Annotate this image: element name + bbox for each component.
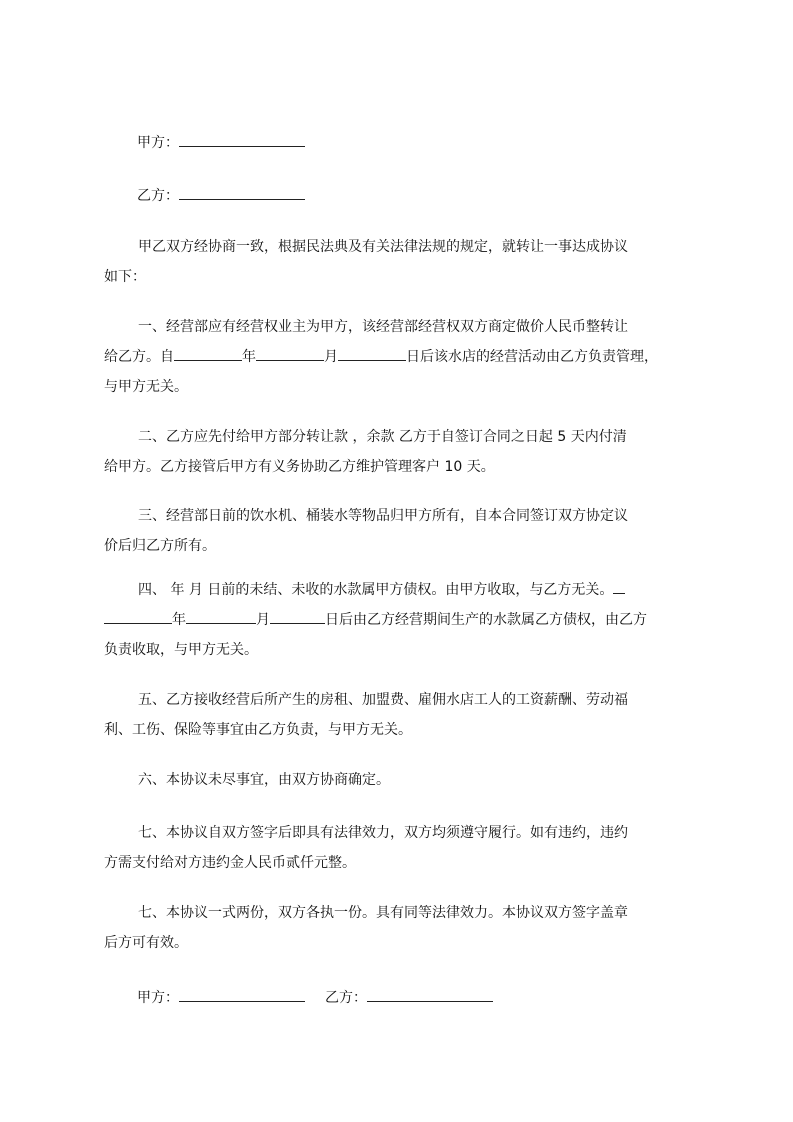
clause-2: [104, 422, 700, 482]
clause-1-line-3: 与甲方无关。: [104, 379, 188, 395]
signature-party-b-blank: [367, 986, 493, 1002]
clause-3-line-2: 价后归乙方所有。: [104, 538, 216, 554]
party-a-blank: [179, 131, 305, 147]
intro-paragraph: [104, 232, 700, 292]
clause-4-year: 年: [172, 612, 186, 628]
year-blank: [174, 345, 242, 361]
clause-5-line-1: 五、乙方接收经营后所产生的房租、加盟费、雇佣水店工人的工资薪酬、劳动福: [138, 692, 628, 708]
c4-day-blank: [270, 608, 325, 624]
day-blank: [338, 345, 406, 361]
month-blank: [256, 345, 324, 361]
intro-line-2: 如下：: [104, 269, 146, 285]
party-b-label: 乙方：: [137, 188, 179, 204]
clause-7-line-2: 方需支付给对方违约金人民币贰仟元整。: [104, 855, 356, 871]
signature-party-a-blank: [179, 986, 305, 1002]
clause-1: [104, 312, 700, 402]
clause-1-line-1: 一、经营部应有经营权业主为甲方，该经营部经营权双方商定做价人民币整转让: [138, 319, 628, 335]
clause-4-line-1: 四、 年 月 日前的未结、未收的水款属甲方债权。由甲方收取，与乙方无关。: [138, 582, 614, 598]
clause-6-line-1: 六、本协议未尽事宜，由双方协商确定。: [138, 772, 390, 788]
header-party-a: [137, 131, 305, 153]
party-a-label: 甲方：: [137, 135, 179, 151]
signature-party-b-label: 乙方：: [325, 990, 367, 1006]
party-b-blank: [179, 184, 305, 200]
clause-8-line-1: 七、本协议一式两份，双方各执一份。具有同等法律效力。本协议双方签字盖章: [138, 905, 628, 921]
clause-6: [104, 765, 700, 795]
clause-2-line-1: 二、乙方应先付给甲方部分转让款 ，余款 乙方于自签订合同之日起 5 天内付清: [138, 429, 627, 445]
clause-7-line-1: 七、本协议自双方签字后即具有法律效力，双方均须遵守履行。如有违约，违约: [138, 825, 628, 841]
clause-5: [104, 685, 700, 745]
c4-year-blank: [104, 608, 172, 624]
clause-4-line-3: 负责收取，与甲方无关。: [104, 642, 258, 658]
clause-1-year: 年: [242, 349, 256, 365]
c4-month-blank: [186, 608, 256, 624]
clause-2-line-2: 给甲方。乙方接管后甲方有义务协助乙方维护管理客户 10 天。: [104, 459, 495, 475]
clause-1-line-2d: 日后该水店的经营活动由乙方负责管理，: [406, 349, 658, 365]
clause-5-line-2: 利、工伤、保险等事宜由乙方负责，与甲方无关。: [104, 722, 412, 738]
clause-4-month: 月: [256, 612, 270, 628]
intro-line-1: 甲乙双方经协商一致，根据民法典及有关法律法规的规定，就转让一事达成协议: [138, 239, 628, 255]
clause-3-line-1: 三、经营部日前的饮水机、桶装水等物品归甲方所有，自本合同签订双方协定议: [138, 508, 628, 524]
signature-party-a-label: 甲方：: [137, 990, 179, 1006]
signature-line: [137, 986, 493, 1008]
clause-4-line-2c: 日后由乙方经营期间生产的水款属乙方债权，由乙方: [325, 612, 647, 628]
clause-1-line-2a: 给乙方。自: [104, 349, 174, 365]
clause-3: [104, 501, 700, 561]
clause-8-line-2: 后方可有效。: [104, 935, 188, 951]
clause-8: [104, 898, 700, 958]
clause-7: [104, 818, 700, 878]
clause-1-month: 月: [324, 349, 338, 365]
clause-4: [104, 575, 700, 665]
header-party-b: [137, 184, 305, 206]
trailing-blank: [613, 578, 625, 594]
